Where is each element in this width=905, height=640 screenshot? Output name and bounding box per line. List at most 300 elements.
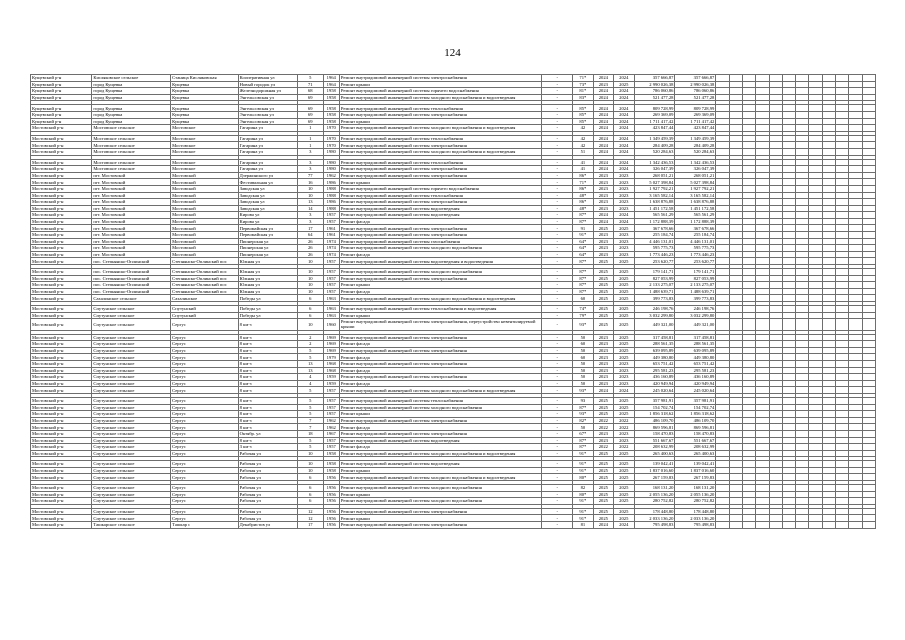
table-row xyxy=(31,461,876,468)
table-cell-empty xyxy=(729,179,742,186)
table-cell-empty xyxy=(742,269,755,276)
table-cell: 1956 xyxy=(323,522,339,529)
table-cell-empty xyxy=(809,282,822,289)
table-cell-empty xyxy=(742,148,755,155)
table-cell-empty xyxy=(782,474,795,481)
table-cell: Ремонт крыши xyxy=(339,515,542,522)
table-row xyxy=(31,411,876,418)
table-cell: 3 xyxy=(297,159,323,166)
table-row xyxy=(31,212,876,219)
table-cell-empty xyxy=(756,430,769,437)
table-cell-empty xyxy=(822,411,835,418)
table-cell-empty xyxy=(716,347,729,354)
table-cell-empty xyxy=(822,474,835,481)
table-cell: 10 xyxy=(297,185,323,192)
table-cell: 436 160,89 xyxy=(634,374,675,381)
table-cell: 2 990 026,38 xyxy=(634,81,675,88)
table-cell-empty xyxy=(742,275,755,282)
table-cell: Мостовский р-н xyxy=(31,515,92,522)
table-cell-empty xyxy=(796,387,809,394)
table-cell: 86* xyxy=(573,172,593,179)
table-cell: Ремонт фасада xyxy=(339,380,542,387)
table-row xyxy=(31,319,876,330)
table-cell: Ремонт внутридомовой инженерной системы холодного водоснабжения и водоотведения xyxy=(339,125,542,132)
table-cell: - xyxy=(542,111,573,118)
table-cell-empty xyxy=(729,135,742,142)
table-cell-empty xyxy=(716,205,729,212)
table-cell: 2025 xyxy=(593,404,613,411)
table-cell: 16 xyxy=(297,179,323,186)
table-cell: 288 561,35 xyxy=(634,341,675,348)
table-cell: 284 409,28 xyxy=(675,142,716,149)
table-cell: - xyxy=(542,522,573,529)
table-cell: - xyxy=(542,334,573,341)
table-cell: 2024 xyxy=(614,218,634,225)
table-cell-empty xyxy=(769,411,782,418)
table-cell: 2024 xyxy=(593,94,613,101)
table-cell: Ремонт внутридомовой инженерной системы холодного водоснабжения xyxy=(339,498,542,505)
table-cell-empty xyxy=(716,360,729,367)
table-cell: пгт. Мостовской xyxy=(92,185,171,192)
table-cell: Ремонт внутридомовой инженерной системы холодного водоснабжения и водоотведения xyxy=(339,474,542,481)
table-cell-empty xyxy=(769,125,782,132)
table-cell-empty xyxy=(742,417,755,424)
table-cell-empty xyxy=(822,347,835,354)
table-cell-empty xyxy=(729,232,742,239)
table-cell-empty xyxy=(742,218,755,225)
table-cell: 2 xyxy=(297,334,323,341)
table-cell: - xyxy=(542,205,573,212)
table-cell-empty xyxy=(835,360,848,367)
table-cell: 269 369,09 xyxy=(675,111,716,118)
table-cell: 139 042,41 xyxy=(675,461,716,468)
table-cell-empty xyxy=(742,166,755,173)
table-cell: 827 053,99 xyxy=(675,275,716,282)
table-row xyxy=(31,232,876,239)
table-cell-empty xyxy=(862,75,875,82)
table-cell: 2024 xyxy=(614,387,634,394)
table-cell-empty xyxy=(862,417,875,424)
table-cell: 1 711 417,42 xyxy=(634,118,675,125)
table-cell: 1 451 172,58 xyxy=(675,205,716,212)
table-cell-empty xyxy=(862,334,875,341)
table-cell-empty xyxy=(769,212,782,219)
table-cell-empty xyxy=(822,306,835,313)
table-cell-empty xyxy=(796,397,809,404)
table-row xyxy=(31,166,876,173)
table-cell: 91* xyxy=(573,450,593,457)
table-cell-empty xyxy=(742,522,755,529)
table-cell: Ремонт внутридомовой инженерной системы электроснабжения xyxy=(339,522,542,529)
table-cell: - xyxy=(542,360,573,367)
table-cell-empty xyxy=(862,179,875,186)
table-cell-empty xyxy=(756,295,769,302)
table-row xyxy=(31,437,876,444)
table-cell: 179 141,71 xyxy=(675,269,716,276)
table-cell-empty xyxy=(756,258,769,265)
table-cell: 551 667,67 xyxy=(634,437,675,444)
table-cell-empty xyxy=(822,491,835,498)
table-cell-empty xyxy=(716,288,729,295)
table-cell-empty xyxy=(716,282,729,289)
table-cell-empty xyxy=(729,118,742,125)
table-cell: 2023 xyxy=(593,232,613,239)
table-cell: 158 470,83 xyxy=(675,430,716,437)
table-cell-empty xyxy=(769,312,782,319)
table-cell-empty xyxy=(835,212,848,219)
table-cell-empty xyxy=(849,491,862,498)
table-cell: Южная ул xyxy=(238,282,297,289)
table-row xyxy=(31,474,876,481)
table-cell: Спутунское сельское xyxy=(92,334,171,341)
table-cell-empty xyxy=(822,185,835,192)
table-row xyxy=(31,179,876,186)
table-cell: Мостовский р-н xyxy=(31,312,92,319)
table-cell-empty xyxy=(862,430,875,437)
table-cell-empty xyxy=(862,185,875,192)
table-cell: - xyxy=(542,81,573,88)
table-cell: Мостовский р-н xyxy=(31,245,92,252)
table-cell-empty xyxy=(862,380,875,387)
table-cell-empty xyxy=(756,232,769,239)
table-row xyxy=(31,312,876,319)
table-cell-empty xyxy=(849,172,862,179)
table-cell-empty xyxy=(742,179,755,186)
table-cell: Мостовское xyxy=(171,125,239,132)
table-cell-empty xyxy=(835,430,848,437)
table-cell: 5 xyxy=(297,354,323,361)
table-cell: 1963 xyxy=(323,295,339,302)
table-cell: Кущевка xyxy=(171,88,239,95)
table-cell: 2022 xyxy=(593,417,613,424)
table-cell-empty xyxy=(809,105,822,112)
table-cell: - xyxy=(542,118,573,125)
table-cell: 1956 xyxy=(323,508,339,515)
table-cell-empty xyxy=(835,319,848,330)
table-cell: 1957 xyxy=(323,444,339,451)
table-cell-empty xyxy=(782,81,795,88)
table-cell: Мостовской xyxy=(171,245,239,252)
table-cell-empty xyxy=(862,238,875,245)
table-cell-empty xyxy=(729,319,742,330)
table-cell: Ремонт внутридомовой инженерной системы теплоснабжения xyxy=(339,397,542,404)
table-cell: Ремонт крыши xyxy=(339,467,542,474)
table-cell-empty xyxy=(822,205,835,212)
table-cell: пгт. Мостовской xyxy=(92,218,171,225)
table-cell: 208 632,99 xyxy=(634,444,675,451)
table-cell-empty xyxy=(729,417,742,424)
table-cell: Сергус xyxy=(171,387,239,394)
table-cell: Мостовский р-н xyxy=(31,522,92,529)
table-cell: Сергус xyxy=(171,367,239,374)
table-cell-empty xyxy=(796,179,809,186)
table-cell: 1980 xyxy=(323,166,339,173)
table-cell: 60 xyxy=(573,295,593,302)
table-row xyxy=(31,275,876,282)
table-cell-empty xyxy=(742,312,755,319)
table-cell: Мостовский р-н xyxy=(31,411,92,418)
table-cell-empty xyxy=(862,306,875,313)
table-cell: 87* xyxy=(573,258,593,265)
table-cell: 2025 xyxy=(593,485,613,492)
table-cell: Победы ул xyxy=(238,295,297,302)
table-cell-empty xyxy=(849,404,862,411)
table-cell-empty xyxy=(769,334,782,341)
table-cell-empty xyxy=(756,411,769,418)
table-cell: Мостовской xyxy=(171,225,239,232)
table-cell: 1962 xyxy=(323,172,339,179)
table-cell: Кирова ул xyxy=(238,212,297,219)
table-cell: 17 xyxy=(297,522,323,529)
table-cell-empty xyxy=(756,245,769,252)
table-cell-empty xyxy=(729,411,742,418)
table-cell: Мостовский р-н xyxy=(31,275,92,282)
table-cell: Энгельсовская ул xyxy=(238,94,297,101)
table-cell-empty xyxy=(782,225,795,232)
table-cell: 2023 xyxy=(593,179,613,186)
table-cell: 6 xyxy=(297,491,323,498)
table-cell-empty xyxy=(769,374,782,381)
table-cell-empty xyxy=(716,397,729,404)
table-cell-empty xyxy=(756,515,769,522)
table-cell-empty xyxy=(782,411,795,418)
table-cell-empty xyxy=(796,380,809,387)
table-cell: 2022 xyxy=(593,444,613,451)
table-cell: 2025 xyxy=(593,319,613,330)
table-cell-empty xyxy=(769,444,782,451)
table-cell-empty xyxy=(796,354,809,361)
register-table xyxy=(30,74,876,529)
table-cell-empty xyxy=(809,498,822,505)
table-cell: 168 131,20 xyxy=(675,485,716,492)
table-cell: Мостовский р-н xyxy=(31,306,92,313)
table-cell: 5 xyxy=(297,437,323,444)
table-cell-empty xyxy=(849,135,862,142)
table-cell-empty xyxy=(809,515,822,522)
table-cell-empty xyxy=(796,508,809,515)
table-cell-empty xyxy=(729,485,742,492)
table-cell: пгт. Мостовской xyxy=(92,179,171,186)
table-row xyxy=(31,238,876,245)
table-cell-empty xyxy=(822,295,835,302)
table-row xyxy=(31,467,876,474)
table-cell-empty xyxy=(742,515,755,522)
table-cell-empty xyxy=(782,312,795,319)
table-cell: Мостовской xyxy=(171,218,239,225)
table-cell-empty xyxy=(849,218,862,225)
table-cell: 87* xyxy=(573,218,593,225)
table-cell: - xyxy=(542,288,573,295)
table-cell: 1959 xyxy=(323,374,339,381)
table-cell: 50 xyxy=(573,424,593,431)
table-cell: Гагарина ул xyxy=(238,166,297,173)
table-cell: Спутунское сельское xyxy=(92,404,171,411)
table-cell-empty xyxy=(756,135,769,142)
table-cell: - xyxy=(542,135,573,142)
table-cell: 154 702,74 xyxy=(675,404,716,411)
table-cell-empty xyxy=(756,404,769,411)
table-cell: Сергус xyxy=(171,474,239,481)
table-cell: 4 446 131,01 xyxy=(675,238,716,245)
table-cell: 1957 xyxy=(323,411,339,418)
table-cell: 2025 xyxy=(593,312,613,319)
table-cell-empty xyxy=(796,515,809,522)
table-cell: Ремонт внутридомовой инженерной системы горячего водоснабжения xyxy=(339,88,542,95)
table-cell-empty xyxy=(809,185,822,192)
table-cell: Заводская ул xyxy=(238,192,297,199)
table-cell: 1 172 888,39 xyxy=(675,218,716,225)
table-cell: 2025 xyxy=(614,312,634,319)
table-cell-empty xyxy=(769,179,782,186)
table-cell: Кущевка xyxy=(171,94,239,101)
table-cell: Ремонт внутридомовой инженерной системы теплоснабжения и водоотведения xyxy=(339,306,542,313)
table-cell-empty xyxy=(809,111,822,118)
table-cell-empty xyxy=(796,312,809,319)
table-cell-empty xyxy=(835,199,848,206)
table-cell: 809 728,99 xyxy=(675,105,716,112)
table-cell: - xyxy=(542,417,573,424)
table-cell-empty xyxy=(716,251,729,258)
table-cell-empty xyxy=(809,245,822,252)
table-cell: 26 xyxy=(297,251,323,258)
table-cell: 12 xyxy=(297,508,323,515)
table-cell-empty xyxy=(716,367,729,374)
table-cell-empty xyxy=(809,218,822,225)
table-cell-empty xyxy=(756,380,769,387)
table-cell-empty xyxy=(769,218,782,225)
table-cell: 14 xyxy=(297,205,323,212)
table-cell-empty xyxy=(742,88,755,95)
table-cell: - xyxy=(542,319,573,330)
table-cell-empty xyxy=(769,205,782,212)
table-cell: 2024 xyxy=(593,111,613,118)
table-cell-empty xyxy=(756,142,769,149)
table-cell: Спутунское сельское xyxy=(92,367,171,374)
table-cell: 565 561,29 xyxy=(675,212,716,219)
table-row xyxy=(31,148,876,155)
table-cell-empty xyxy=(849,192,862,199)
table-cell-empty xyxy=(756,159,769,166)
table-cell-empty xyxy=(782,461,795,468)
table-cell-empty xyxy=(742,367,755,374)
table-cell: 1964 xyxy=(323,81,339,88)
table-cell-empty xyxy=(729,282,742,289)
table-row xyxy=(31,245,876,252)
table-cell-empty xyxy=(756,218,769,225)
table-cell: Сергус xyxy=(171,467,239,474)
table-cell: Сергус xyxy=(171,450,239,457)
table-cell: Степнянско-Оплинский пос xyxy=(171,282,239,289)
table-cell-empty xyxy=(782,185,795,192)
table-cell: Сергус xyxy=(171,515,239,522)
table-cell: 1967 xyxy=(323,430,339,437)
table-cell-empty xyxy=(822,282,835,289)
table-cell-empty xyxy=(742,288,755,295)
table-cell: 2023 xyxy=(593,354,613,361)
table-cell-empty xyxy=(796,347,809,354)
table-cell-empty xyxy=(716,166,729,173)
table-cell: 268 051,21 xyxy=(634,172,675,179)
table-cell: Мостовский р-н xyxy=(31,485,92,492)
table-cell: 2023 xyxy=(593,367,613,374)
table-cell-empty xyxy=(862,245,875,252)
table-cell-empty xyxy=(742,437,755,444)
table-cell: Кущевский р-н xyxy=(31,118,92,125)
table-cell-empty xyxy=(809,360,822,367)
table-cell: 2024 xyxy=(614,148,634,155)
table-cell: Спутунское сельское xyxy=(92,387,171,394)
table-cell-empty xyxy=(862,508,875,515)
table-cell-empty xyxy=(796,205,809,212)
table-cell: 1958 xyxy=(323,94,339,101)
table-cell: Мостовской xyxy=(171,238,239,245)
table-cell-empty xyxy=(756,498,769,505)
table-cell-empty xyxy=(756,172,769,179)
table-cell: 1 xyxy=(297,125,323,132)
table-cell-empty xyxy=(769,397,782,404)
table-cell-empty xyxy=(716,159,729,166)
table-cell: 60 xyxy=(573,341,593,348)
table-cell-empty xyxy=(716,437,729,444)
table-cell: пгт. Мостовской xyxy=(92,225,171,232)
table-cell: Степнянско-Оплинский пос xyxy=(171,288,239,295)
table-cell: Спутунское сельское xyxy=(92,347,171,354)
table-cell-empty xyxy=(822,367,835,374)
table-cell: Спутунское сельское xyxy=(92,397,171,404)
table-cell: 786 060,86 xyxy=(675,88,716,95)
table-cell: 80* xyxy=(573,474,593,481)
table-cell: 2023 xyxy=(593,374,613,381)
table-cell-empty xyxy=(729,94,742,101)
table-cell-empty xyxy=(796,319,809,330)
table-cell: 81* xyxy=(573,88,593,95)
table-cell-empty xyxy=(822,135,835,142)
table-cell-empty xyxy=(849,212,862,219)
table-cell-empty xyxy=(756,367,769,374)
table-cell-empty xyxy=(769,225,782,232)
table-cell-empty xyxy=(862,437,875,444)
table-cell-empty xyxy=(756,238,769,245)
table-cell: Рабочая ул xyxy=(238,474,297,481)
table-cell-empty xyxy=(849,515,862,522)
table-cell-empty xyxy=(809,75,822,82)
table-cell: Декабристов ул xyxy=(238,522,297,529)
table-cell: 4 xyxy=(297,380,323,387)
table-cell: Спутунское сельское xyxy=(92,508,171,515)
table-cell-empty xyxy=(742,444,755,451)
table-cell: 4 xyxy=(297,374,323,381)
table-cell-empty xyxy=(769,424,782,431)
table-cell-empty xyxy=(716,467,729,474)
table-cell-empty xyxy=(809,295,822,302)
table-cell: 399 773,83 xyxy=(634,295,675,302)
table-cell: 6 xyxy=(297,295,323,302)
table-cell: 2025 xyxy=(614,275,634,282)
table-cell-empty xyxy=(796,166,809,173)
table-cell: 50 xyxy=(573,347,593,354)
table-cell-empty xyxy=(756,185,769,192)
table-cell-empty xyxy=(756,306,769,313)
table-cell: 2023 xyxy=(614,185,634,192)
table-cell-empty xyxy=(862,88,875,95)
table-cell-empty xyxy=(769,238,782,245)
table-cell-empty xyxy=(796,295,809,302)
table-cell: 5 xyxy=(297,444,323,451)
table-cell-empty xyxy=(809,172,822,179)
table-cell-empty xyxy=(809,461,822,468)
table-cell-empty xyxy=(756,275,769,282)
table-cell: пос. Степнянско-Оплинский xyxy=(92,275,171,282)
